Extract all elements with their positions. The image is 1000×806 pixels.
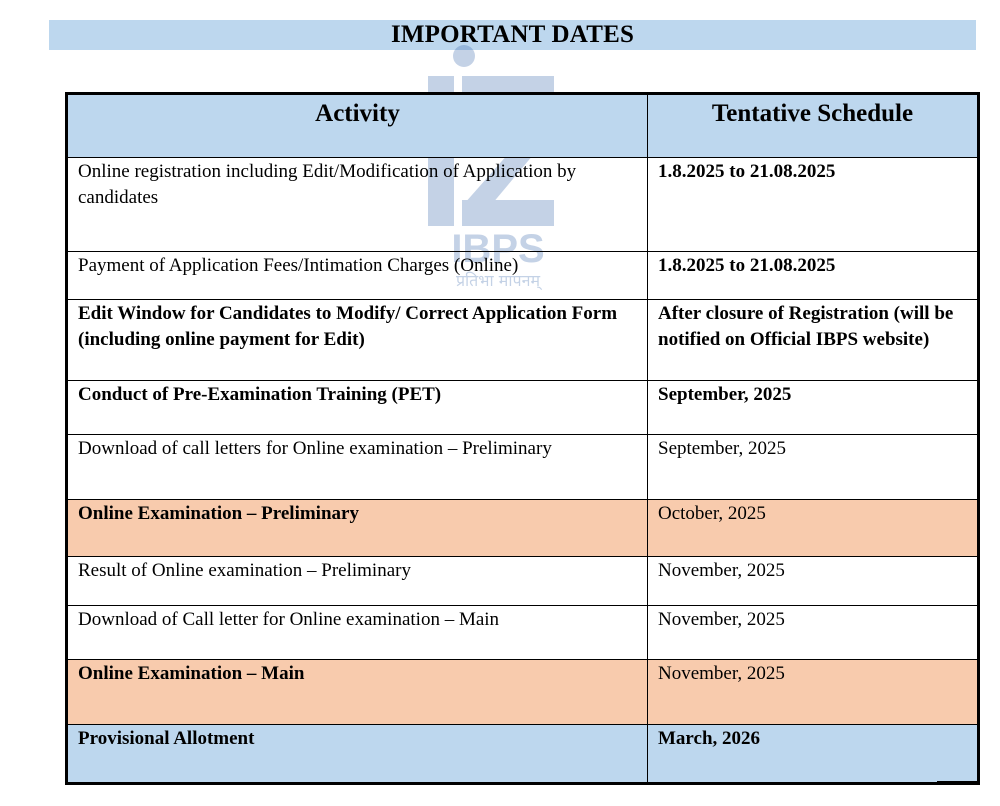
- schedule-cell: November, 2025: [648, 660, 979, 725]
- activity-cell: Result of Online examination – Preliminary: [67, 557, 648, 606]
- header-schedule: Tentative Schedule: [648, 94, 979, 158]
- table-row: [67, 435, 979, 500]
- table-row: [67, 158, 979, 252]
- schedule-cell: November, 2025: [648, 606, 979, 660]
- schedule-cell: September, 2025: [648, 381, 979, 435]
- schedule-cell: 1.8.2025 to 21.08.2025: [648, 252, 979, 300]
- table-row: [67, 381, 979, 435]
- activity-cell: Online registration including Edit/Modification of Application by candidates: [67, 158, 648, 252]
- table-header-row: [67, 94, 979, 158]
- logo-script-text: प्रतिभा मापनम्: [455, 271, 541, 290]
- header-activity: Activity: [67, 94, 648, 158]
- logo-text: IBPS: [451, 227, 545, 271]
- table-row: [67, 557, 979, 606]
- table-row: [67, 252, 979, 300]
- schedule-cell: November, 2025: [648, 557, 979, 606]
- activity-cell: Download of Call letter for Online examination – Main: [67, 606, 648, 660]
- page-title: IMPORTANT DATES: [390, 21, 635, 48]
- schedule-cell: September, 2025: [648, 435, 979, 500]
- schedule-cell: 1.8.2025 to 21.08.2025: [648, 158, 979, 252]
- schedule-cell: October, 2025: [648, 500, 979, 557]
- activity-cell: Edit Window for Candidates to Modify/ Correct Application Form (including online payment for Edit): [67, 300, 648, 381]
- activity-cell: Online Examination – Preliminary: [67, 500, 648, 557]
- schedule-cell: After closure of Registration (will be notified on Official IBPS website): [648, 300, 979, 381]
- table-row: [67, 500, 979, 557]
- table-row: [67, 725, 979, 784]
- schedule-cell: March, 2026: [648, 725, 979, 784]
- table-row: [67, 660, 979, 725]
- activity-cell: Online Examination – Main: [67, 660, 648, 725]
- table-bottom-rule: [937, 781, 977, 784]
- activity-cell: Download of call letters for Online examination – Preliminary: [67, 435, 648, 500]
- activity-cell: Conduct of Pre-Examination Training (PET): [67, 381, 648, 435]
- logo-dot: [453, 45, 475, 67]
- activity-cell: Payment of Application Fees/Intimation Charges (Online): [67, 252, 648, 300]
- activity-cell: Provisional Allotment: [67, 725, 648, 784]
- table-row: [67, 606, 979, 660]
- table-row: [67, 300, 979, 381]
- important-dates-table: [65, 92, 980, 785]
